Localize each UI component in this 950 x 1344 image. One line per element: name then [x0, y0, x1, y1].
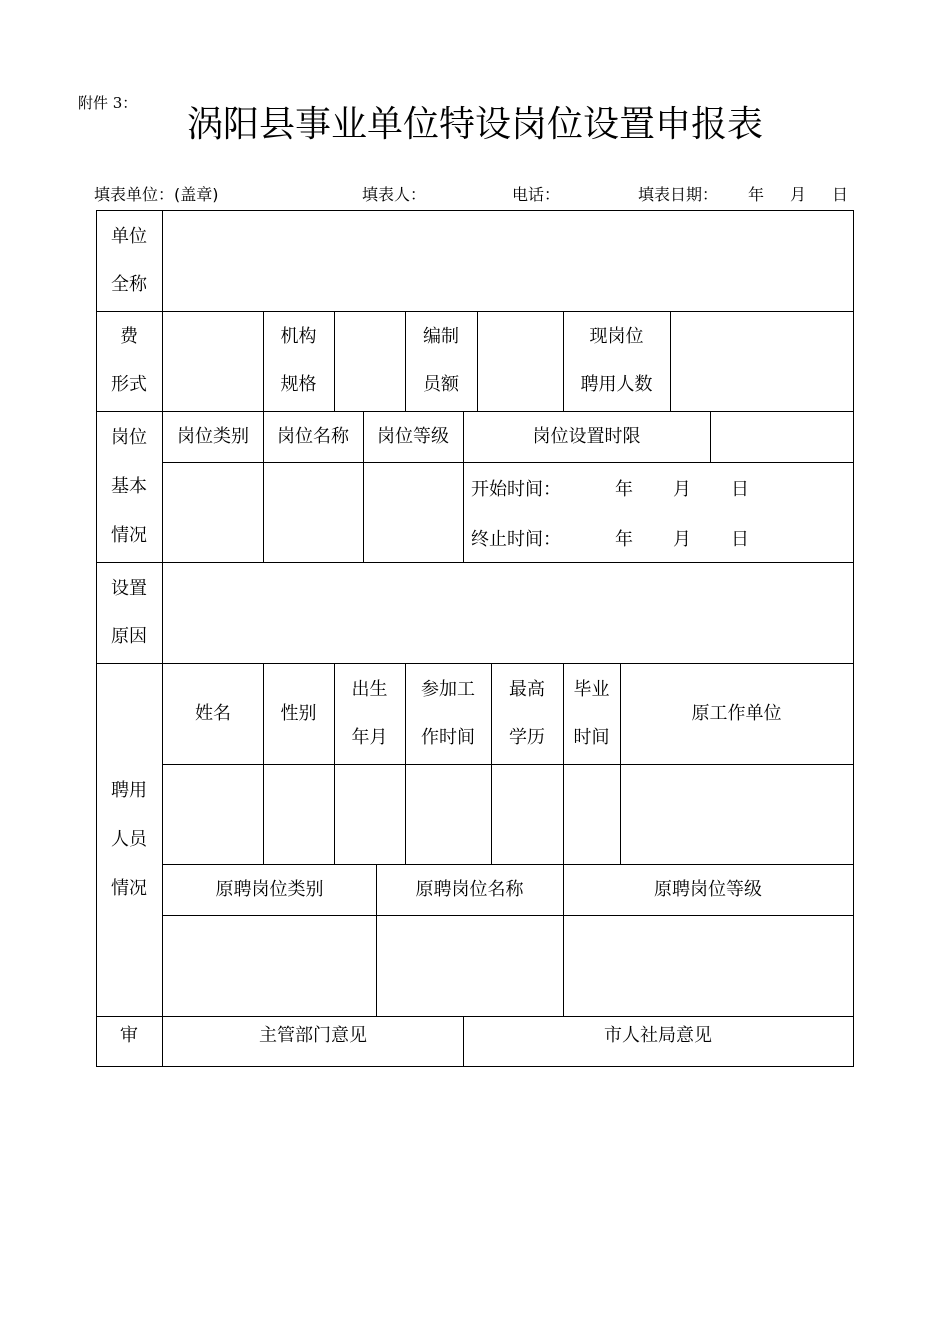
start-time-label: 开始时间： [471, 479, 561, 500]
orig-unit-header: 原工作单位 [691, 702, 782, 724]
current-hired-field[interactable] [671, 312, 853, 411]
graduation-field[interactable] [564, 765, 620, 864]
funding-form-field[interactable] [163, 312, 263, 411]
end-year: 年 [615, 529, 633, 550]
table-border-line [853, 210, 854, 1067]
funding-form-label: 费 形式 [111, 326, 147, 395]
fill-date-month: 月 [790, 185, 807, 204]
orig-level-field[interactable] [564, 916, 853, 1016]
start-time-row [471, 475, 851, 500]
orig-unit-field[interactable] [621, 765, 853, 864]
post-basic-label: 岗位 基本 情况 [111, 426, 147, 546]
unit-name-label: 单位 全称 [111, 225, 147, 295]
start-month: 月 [673, 479, 691, 500]
staffing-quota-label: 编制 员额 [423, 326, 459, 395]
reason-field[interactable] [163, 563, 853, 663]
attachment-label: 附件 3： [78, 94, 138, 112]
work-start-header: 参加工 作时间 [421, 678, 475, 748]
end-day: 日 [731, 529, 749, 550]
hire-info-label: 聘用 人员 情况 [111, 779, 147, 899]
phone-label: 电话： [512, 185, 561, 204]
name-field[interactable] [163, 765, 263, 864]
fill-date-day: 日 [832, 185, 849, 204]
unit-name-field[interactable] [163, 211, 853, 311]
graduation-header: 毕业 时间 [573, 678, 610, 748]
dept-opinion-header: 主管部门意见 [259, 1025, 367, 1046]
bureau-opinion-header: 市人社局意见 [604, 1025, 712, 1046]
org-level-label: 机构 规格 [280, 326, 317, 395]
post-category-header: 岗位类别 [177, 425, 249, 447]
orig-level-header: 原聘岗位等级 [654, 878, 762, 900]
start-day: 日 [731, 479, 749, 500]
orig-category-header: 原聘岗位类别 [215, 878, 324, 900]
fill-date-year: 年 [748, 185, 765, 204]
reason-label: 设置 原因 [111, 577, 147, 647]
gender-header: 性别 [280, 702, 317, 724]
education-field[interactable] [492, 765, 563, 864]
orig-name-header: 原聘岗位名称 [415, 878, 524, 900]
fill-unit-label: 填表单位：(盖章) [94, 185, 219, 204]
start-year: 年 [615, 479, 633, 500]
orig-category-field[interactable] [163, 916, 376, 1016]
form-title: 涡阳县事业单位特设岗位设置申报表 [186, 104, 763, 145]
birth-header: 出生 年月 [351, 678, 388, 748]
filler-label: 填表人： [362, 185, 427, 204]
post-name-field[interactable] [264, 463, 363, 562]
post-category-field[interactable] [163, 463, 263, 562]
end-time-label: 终止时间： [471, 529, 561, 550]
table-border-line [96, 1066, 854, 1067]
name-header: 姓名 [195, 702, 231, 724]
birth-field[interactable] [335, 765, 405, 864]
work-start-field[interactable] [406, 765, 491, 864]
end-time-row [471, 525, 851, 550]
gender-field[interactable] [264, 765, 334, 864]
post-period-header: 岗位设置时限 [532, 425, 641, 447]
staffing-quota-field[interactable] [478, 312, 563, 411]
org-level-field[interactable] [335, 312, 405, 411]
post-level-header: 岗位等级 [377, 425, 449, 447]
end-month: 月 [673, 529, 691, 550]
current-hired-label: 现岗位 聘用人数 [580, 326, 653, 395]
review-label: 审 [120, 1025, 138, 1046]
post-name-header: 岗位名称 [277, 425, 349, 447]
fill-date-label: 填表日期： [638, 185, 719, 204]
post-period-extra-field[interactable] [711, 412, 853, 462]
orig-name-field[interactable] [377, 916, 563, 1016]
post-level-field[interactable] [364, 463, 463, 562]
education-header: 最高 学历 [509, 678, 545, 748]
